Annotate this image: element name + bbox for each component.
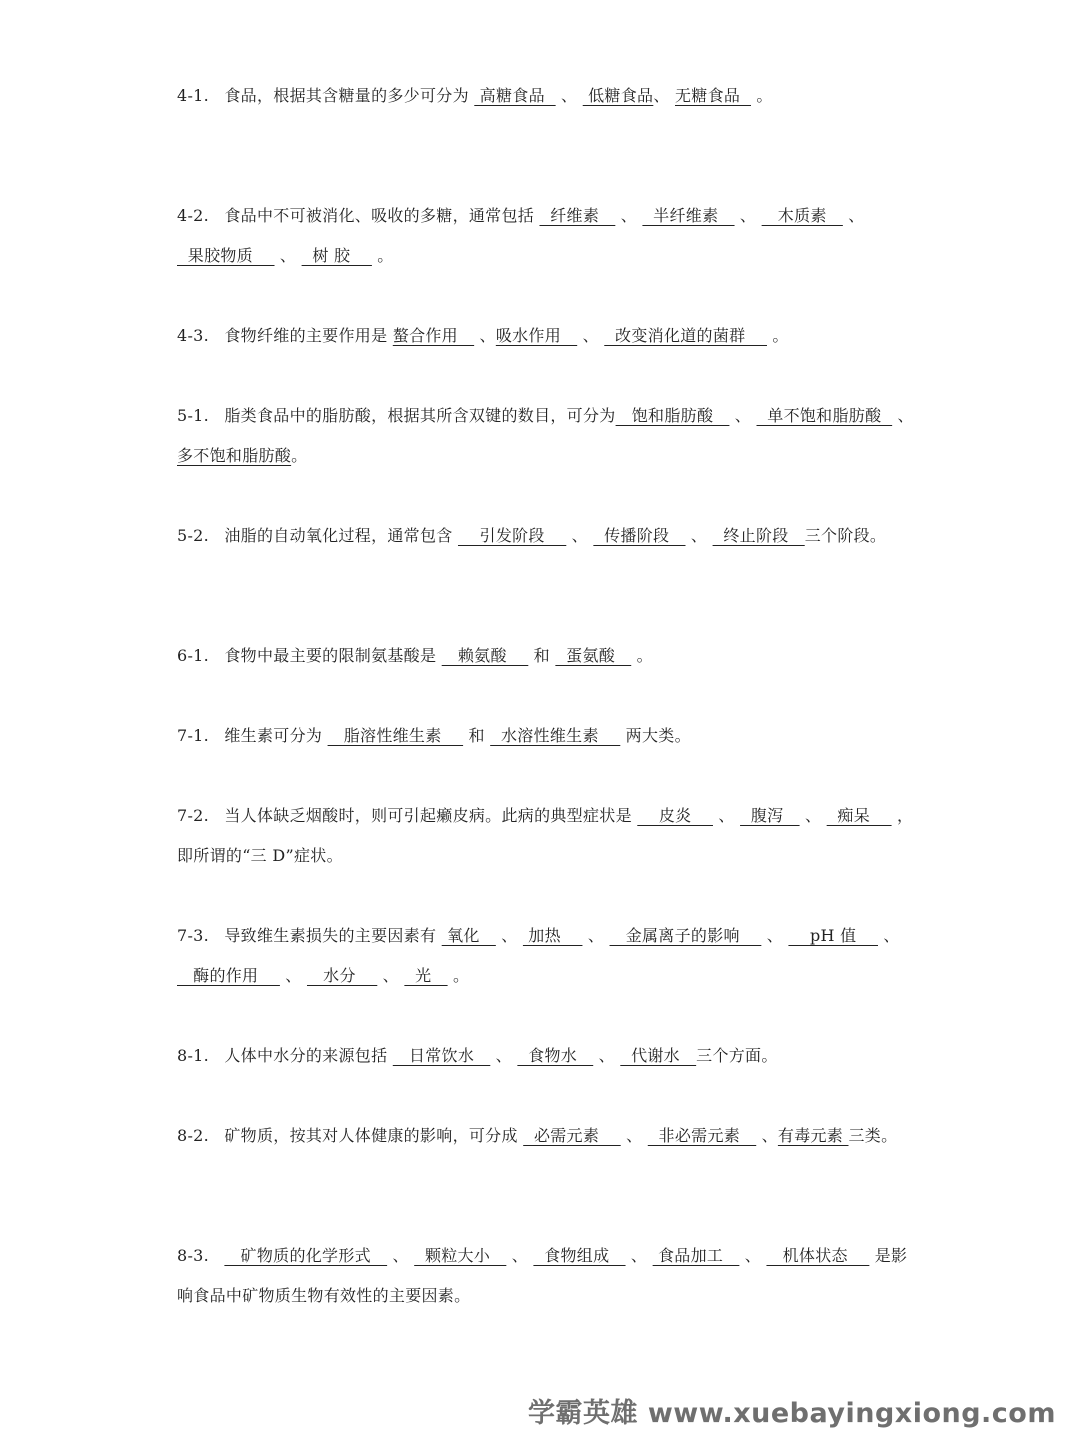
question-text: 、: [729, 406, 757, 425]
question-text: 三个阶段。: [804, 526, 887, 545]
question-text: 和: [528, 646, 556, 665]
question-text: 矿物质，按其对人体健康的影响，可分成: [219, 1126, 524, 1145]
question-text: 、: [566, 526, 594, 545]
answer-blank: 食物组成: [533, 1246, 626, 1265]
answer-blank: 光: [404, 966, 448, 985]
answer-blank: 食品加工: [652, 1246, 740, 1265]
answer-blank: 水溶性维生素: [490, 726, 621, 745]
question-number: 4-2.: [177, 206, 210, 225]
answer-blank: 有毒元素: [777, 1126, 849, 1145]
question-number: 7-1.: [177, 726, 210, 745]
answer-blank: 低糖食品: [582, 86, 654, 105]
question-text: 两大类。: [620, 726, 691, 745]
answer-blank: pH 值: [788, 926, 878, 945]
question-text: 食物中最主要的限制氨基酸是: [219, 646, 442, 665]
question-text: 、: [474, 326, 496, 345]
answer-blank: 终止阶段: [712, 526, 805, 545]
answer-blank: 矿物质的化学形式: [224, 1246, 388, 1265]
answer-blank: 螯合作用: [392, 326, 475, 345]
question-text: 、: [653, 86, 675, 105]
answer-blank: 代谢水: [620, 1046, 697, 1065]
question-text: 油脂的自动氧化过程，通常包含: [219, 526, 458, 545]
question-text: 当人体缺乏烟酸时，则可引起癞皮病。此病的典型症状是: [219, 806, 638, 825]
question-text: 和: [463, 726, 491, 745]
question-text: 、: [274, 246, 302, 265]
question-8-3: [177, 1236, 917, 1316]
question-number: 4-3.: [177, 326, 210, 345]
answer-blank: 纤维素: [539, 206, 616, 225]
question-text: 维生素可分为: [219, 726, 328, 745]
answer-blank: 日常饮水: [392, 1046, 491, 1065]
question-number: 5-2.: [177, 526, 210, 545]
answer-blank: 木质素: [761, 206, 843, 225]
question-5-1: [177, 396, 917, 476]
question-number: 7-3.: [177, 926, 210, 945]
question-text: 、: [878, 926, 900, 945]
question-text: 食物纤维的主要作用是: [219, 326, 393, 345]
answer-blank: 氧化: [441, 926, 496, 945]
question-text: 、: [799, 806, 827, 825]
question-number: 8-1.: [177, 1046, 210, 1065]
answer-blank: 吸水作用: [495, 326, 578, 345]
answer-blank: 引发阶段: [457, 526, 567, 545]
question-8-1: [177, 1036, 917, 1076]
question-text: 、: [685, 526, 713, 545]
answer-blank: 树 胶: [301, 246, 372, 265]
answer-blank: 传播阶段: [593, 526, 686, 545]
question-text: 三类。: [848, 1126, 898, 1145]
answer-blank: 脂溶性维生素: [327, 726, 464, 745]
question-text: 、: [625, 1246, 653, 1265]
answer-blank: 机体状态: [766, 1246, 870, 1265]
answer-blank: 皮炎: [637, 806, 713, 825]
question-number: 8-3.: [177, 1246, 210, 1265]
answer-blank: 非必需元素: [647, 1126, 757, 1145]
answer-blank: 痴呆: [826, 806, 892, 825]
question-7-3: [177, 916, 917, 996]
answer-blank: 加热: [522, 926, 583, 945]
question-text: 、: [582, 926, 610, 945]
question-8-2: [177, 1116, 917, 1156]
answer-blank: 多不饱和脂肪酸: [177, 446, 292, 465]
question-text: 、: [577, 326, 605, 345]
question-text: 。: [766, 326, 789, 345]
question-text: 、: [506, 1246, 534, 1265]
question-number: 8-2.: [177, 1126, 210, 1145]
question-text: 、: [615, 206, 643, 225]
question-text: 。: [371, 246, 394, 265]
question-text: 、: [495, 926, 523, 945]
question-text: 、: [387, 1246, 415, 1265]
answer-blank: 半纤维素: [642, 206, 735, 225]
question-text: 、: [734, 206, 762, 225]
question-text: 导致维生素损失的主要因素有: [219, 926, 442, 945]
answer-blank: 金属离子的影响: [609, 926, 762, 945]
question-text: 。: [631, 646, 653, 665]
question-text: 。: [750, 86, 773, 105]
answer-blank: 颗粒大小: [414, 1246, 507, 1265]
question-text: 人体中水分的来源包括: [219, 1046, 393, 1065]
watermark: 学霸英雄 www.xuebayingxiong.com: [527, 1398, 1056, 1429]
question-text: 、: [892, 406, 914, 425]
question-text: 食品，根据其含糖量的多少可分为: [219, 86, 475, 105]
question-text: 。: [291, 446, 308, 465]
question-number: 4-1.: [177, 86, 210, 105]
question-text: 三个方面。: [696, 1046, 778, 1065]
question-text: 、: [555, 86, 583, 105]
answer-blank: 单不饱和脂肪酸: [756, 406, 893, 425]
answer-blank: 食物水: [517, 1046, 594, 1065]
question-text: 、: [761, 926, 789, 945]
answer-blank: 赖氨酸: [441, 646, 529, 665]
answer-blank: 水分: [306, 966, 378, 985]
question-text: 、: [279, 966, 307, 985]
answer-blank: 酶的作用: [177, 966, 280, 985]
question-text: 脂类食品中的脂肪酸，根据其所含双键的数目，可分为: [219, 406, 616, 425]
question-6-1: [177, 636, 917, 676]
question-number: 7-2.: [177, 806, 210, 825]
answer-blank: 改变消化道的菌群: [604, 326, 767, 345]
answer-blank: 饱和脂肪酸: [615, 406, 730, 425]
answer-blank: 高糖食品: [474, 86, 556, 105]
question-4-2: [177, 196, 917, 276]
question-text: 食品中不可被消化、吸收的多糖，通常包括: [219, 206, 540, 225]
question-text: 、: [739, 1246, 767, 1265]
question-text: 、: [377, 966, 405, 985]
question-text: 、: [490, 1046, 518, 1065]
question-text: 、: [756, 1126, 778, 1145]
question-7-2: [177, 796, 917, 876]
answer-blank: 果胶物质: [177, 246, 275, 265]
question-text: ，即所谓的“三 D”症状。: [177, 806, 914, 865]
question-text: 是影响食品中矿物质生物有效性的主要因素。: [177, 1246, 908, 1305]
question-number: 5-1.: [177, 406, 210, 425]
question-4-1: [177, 76, 917, 116]
answer-blank: 蛋氨酸: [555, 646, 632, 665]
answer-blank: 无糖食品: [675, 86, 751, 105]
question-text: 、: [593, 1046, 621, 1065]
answer-blank: 腹泻: [740, 806, 800, 825]
question-number: 6-1.: [177, 646, 210, 665]
answer-blank: 必需元素: [523, 1126, 621, 1145]
question-text: 、: [712, 806, 741, 825]
question-text: 、: [620, 1126, 648, 1145]
question-7-1: [177, 716, 917, 756]
question-4-3: [177, 316, 917, 356]
question-text: 、: [842, 206, 865, 225]
question-text: 。: [447, 966, 470, 985]
question-5-2: [177, 516, 917, 556]
